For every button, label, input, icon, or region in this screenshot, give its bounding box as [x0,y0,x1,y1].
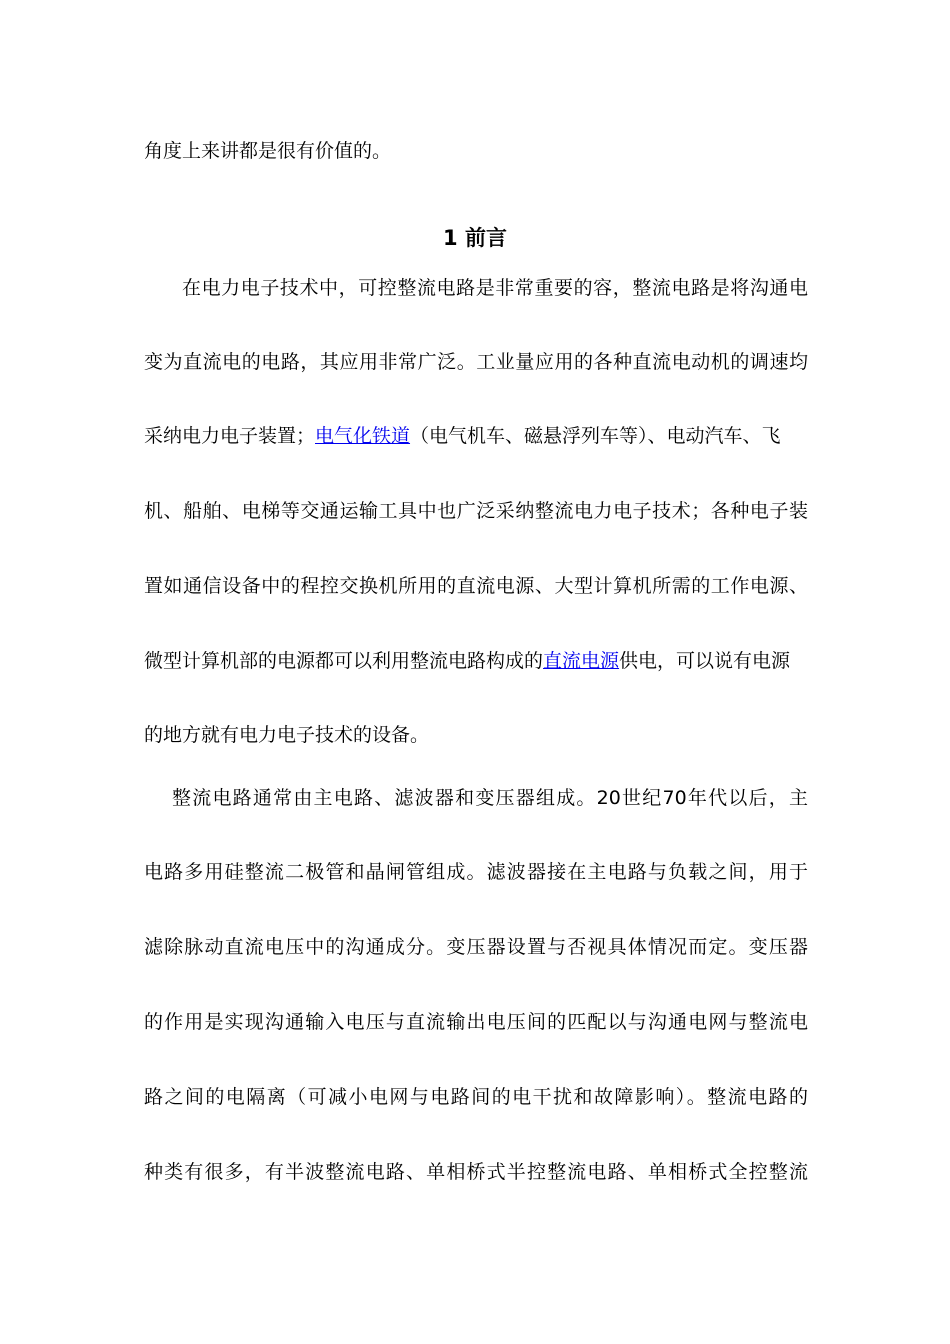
paragraph-1-line-6-text-after: 供电，可以说有电源 [619,650,791,672]
paragraph-1-line-3-text-before: 采纳电力电子装置； [144,425,316,447]
dc-power-supply-link[interactable]: 直流电源 [543,650,620,672]
paragraph-1-line-7: 的地方就有电力电子技术的设备。 [144,724,430,746]
paragraph-2-line-5: 路之间的电隔离（可减小电网与电路间的电干扰和故障影响）。整流电路的 [144,1086,808,1108]
paragraph-1-line-3 [144,423,808,449]
paragraph-1-line-5: 置如通信设备中的程控交换机所用的直流电源、大型计算机所需的工作电源、 [144,575,808,597]
paragraph-2-line-4: 的作用是实现沟通输入电压与直流输出电压间的匹配以与沟通电网与整流电 [144,1011,808,1033]
paragraph-1-line-1: 在电力电子技术中，可控整流电路是非常重要的容，整流电路是将沟通电 [182,277,808,299]
paragraph-2-line-6: 种类有很多，有半波整流电路、单相桥式半控整流电路、单相桥式全控整流 [144,1161,808,1183]
paragraph-2-line-3: 滤除脉动直流电压中的沟通成分。变压器设置与否视具体情况而定。变压器 [144,936,808,958]
electrified-railway-link[interactable]: 电气化铁道 [315,425,411,447]
paragraph-2-line-1: 整流电路通常由主电路、滤波器和变压器组成。20世纪70年代以后，主 [172,787,808,809]
intro-tail-line: 角度上来讲都是很有价值的。 [144,140,392,162]
section-heading: 1 前言 [443,226,507,250]
paragraph-1-line-3-text-after: （电气机车、磁悬浮列车等）、电动汽车、飞 [410,425,781,447]
paragraph-2-line-2: 电路多用硅整流二极管和晶闸管组成。滤波器接在主电路与负载之间，用于 [144,861,808,883]
paragraph-1-line-2: 变为直流电的电路，其应用非常广泛。工业量应用的各种直流电动机的调速均 [144,351,808,373]
paragraph-1-line-6-text-before: 微型计算机部的电源都可以利用整流电路构成的 [144,650,544,672]
paragraph-1-line-6 [144,648,808,674]
paragraph-1-line-4: 机、船舶、电梯等交通运输工具中也广泛采纳整流电力电子技术；各种电子装 [144,500,808,522]
